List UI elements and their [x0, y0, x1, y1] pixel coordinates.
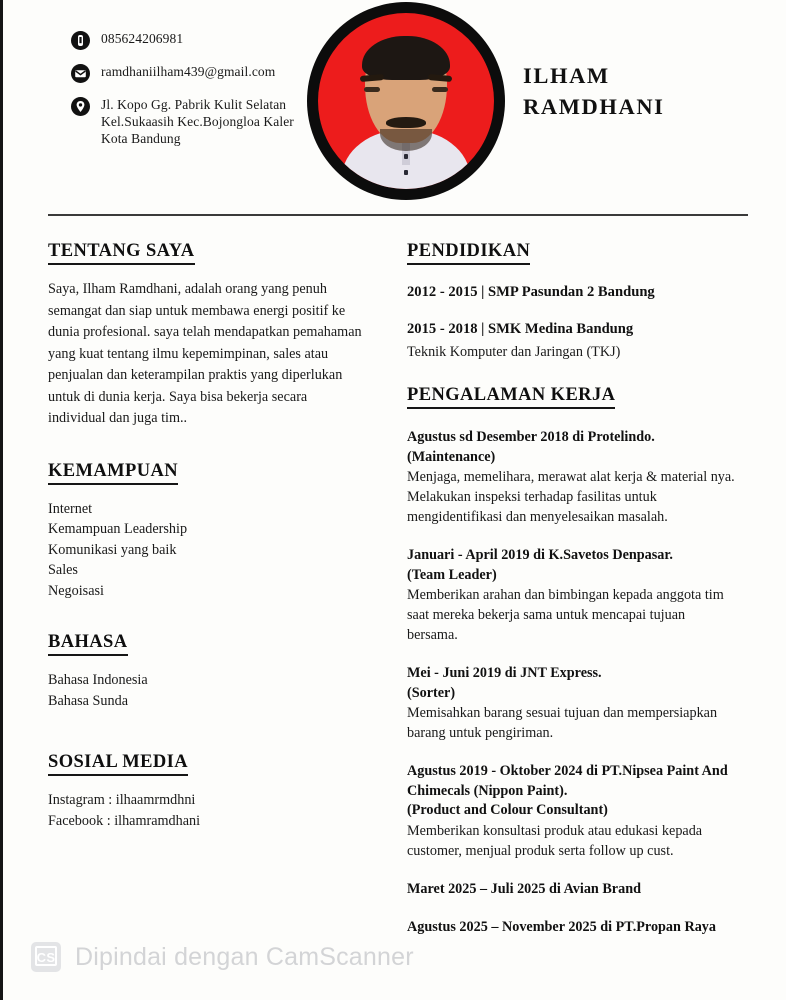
- portrait-moustache: [386, 117, 426, 128]
- camscanner-icon: [31, 942, 61, 972]
- section-education: [407, 240, 737, 362]
- phone-icon: [71, 31, 90, 50]
- section-title-about: TENTANG SAYA: [48, 240, 195, 265]
- section-social: [48, 751, 363, 831]
- spacer: [48, 711, 363, 751]
- education-headline: 2012 - 2015 | SMP Pasundan 2 Bandung: [407, 284, 655, 300]
- experience-period-company: Agustus 2025 – November 2025 di PT.Propan Raya: [407, 919, 716, 935]
- section-languages: [48, 631, 363, 711]
- camscanner-watermark: [31, 942, 414, 972]
- experience-entry: [407, 428, 737, 527]
- name-first: ILHAM: [523, 63, 610, 88]
- list-item: Negoisasi: [48, 582, 104, 599]
- cv-header: [3, 0, 786, 210]
- section-title-experience: PENGALAMAN KERJA: [407, 384, 615, 409]
- education-entry: [407, 319, 737, 362]
- portrait-button: [404, 154, 408, 159]
- experience-period-company: Maret 2025 – Juli 2025 di Avian Brand: [407, 880, 641, 897]
- contact-block: [71, 30, 311, 160]
- experience-description: Menjaga, memelihara, merawat alat kerja & material nya. Melakukan inspeksi terhadap fasilitas untuk mengidentifikasi dan menyelesaikan masalah.: [407, 469, 735, 525]
- skills-list: [48, 499, 363, 602]
- left-column: [48, 240, 363, 831]
- section-skills: [48, 460, 363, 602]
- section-experience: [407, 384, 737, 938]
- section-title-education: PENDIDIKAN: [407, 240, 530, 265]
- experience-entry: [407, 918, 737, 938]
- portrait-hair: [362, 36, 450, 80]
- experience-description: Memberikan arahan dan bimbingan kepada anggota tim saat mereka bekerja sama untuk mencapai tujuan bersama.: [407, 587, 724, 643]
- experience-entry: [407, 762, 737, 861]
- postal-address: Jl. Kopo Gg. Pabrik Kulit Selatan Kel.Sukaasih Kec.Bojongloa Kaler Kota Bandung: [101, 97, 294, 146]
- list-item: Komunikasi yang baik: [48, 541, 177, 558]
- spacer: [48, 430, 363, 460]
- section-title-social: SOSIAL MEDIA: [48, 751, 188, 776]
- list-item: Kemampuan Leadership: [48, 521, 188, 537]
- experience-description: Memisahkan barang sesuai tujuan dan mempersiapkan barang untuk pengiriman.: [407, 705, 718, 741]
- camscanner-badge-label: CS: [36, 949, 56, 965]
- experience-entry: [407, 546, 737, 645]
- list-item: Bahasa Sunda: [48, 692, 128, 709]
- location-pin-icon: [71, 97, 90, 116]
- education-entry: [407, 282, 737, 302]
- list-item: Bahasa Indonesia: [48, 672, 148, 688]
- education-major: Teknik Komputer dan Jaringan (TKJ): [407, 344, 621, 360]
- portrait-eye-right: [432, 87, 448, 92]
- name-last: RAMDHANI: [523, 94, 665, 119]
- experience-description: Memberikan konsultasi produk atau edukasi kepada customer, menjual produk serta follow up cust.: [407, 822, 703, 859]
- experience-role: (Product and Colour Consultant): [407, 802, 608, 818]
- social-list: [48, 790, 363, 831]
- section-title-languages: BAHASA: [48, 631, 128, 656]
- portrait-button: [404, 170, 408, 175]
- contact-row-email: [71, 63, 311, 83]
- list-item: Instagram : ilhaamrmdhni: [48, 792, 196, 808]
- avatar: [307, 2, 505, 200]
- list-item: Facebook : ilhamramdhani: [48, 812, 201, 829]
- envelope-icon: [71, 64, 90, 83]
- section-title-skills: KEMAMPUAN: [48, 460, 178, 485]
- camscanner-text: Dipindai dengan CamScanner: [75, 942, 414, 971]
- email-address: ramdhaniilham439@gmail.com: [101, 64, 276, 79]
- contact-row-address: [71, 96, 311, 147]
- education-headline: 2015 - 2018 | SMK Medina Bandung: [407, 321, 634, 337]
- right-column: [407, 240, 737, 938]
- experience-role: (Maintenance): [407, 448, 496, 465]
- spacer: [48, 601, 363, 631]
- languages-list: [48, 670, 363, 711]
- experience-period-company: Agustus 2019 - Oktober 2024 di PT.Nipsea Paint And Chimecals (Nippon Paint).: [407, 763, 728, 799]
- list-item: Sales: [48, 562, 78, 578]
- experience-role: (Team Leader): [407, 566, 497, 583]
- experience-period-company: Januari - April 2019 di K.Savetos Denpasar.: [407, 547, 673, 563]
- experience-entry: [407, 880, 737, 900]
- portrait-eye-left: [364, 87, 380, 92]
- about-text: Saya, Ilham Ramdhani, adalah orang yang penuh semangat dan siap untuk membawa energi positif ke dunia profesional. saya telah mendapatkan pemahaman yang kuat tentang ilmu kepemimpinan, sales atau penjualan dan keterampilan praktis yang diperlukan untuk di dunia kerja. Saya bisa bekerja secara individual dan juga tim..: [48, 281, 362, 426]
- experience-period-company: Mei - Juni 2019 di JNT Express.: [407, 665, 602, 681]
- avatar-photo: [318, 13, 494, 189]
- spacer: [407, 362, 737, 384]
- experience-role: (Sorter): [407, 684, 456, 701]
- list-item: Internet: [48, 500, 93, 517]
- header-divider: [48, 214, 748, 216]
- contact-row-phone: [71, 30, 311, 50]
- experience-entry: [407, 664, 737, 743]
- experience-period-company: Agustus sd Desember 2018 di Protelindo.: [407, 429, 655, 445]
- candidate-name: [523, 60, 665, 122]
- section-about: [48, 240, 363, 430]
- phone-number: 085624206981: [101, 31, 184, 46]
